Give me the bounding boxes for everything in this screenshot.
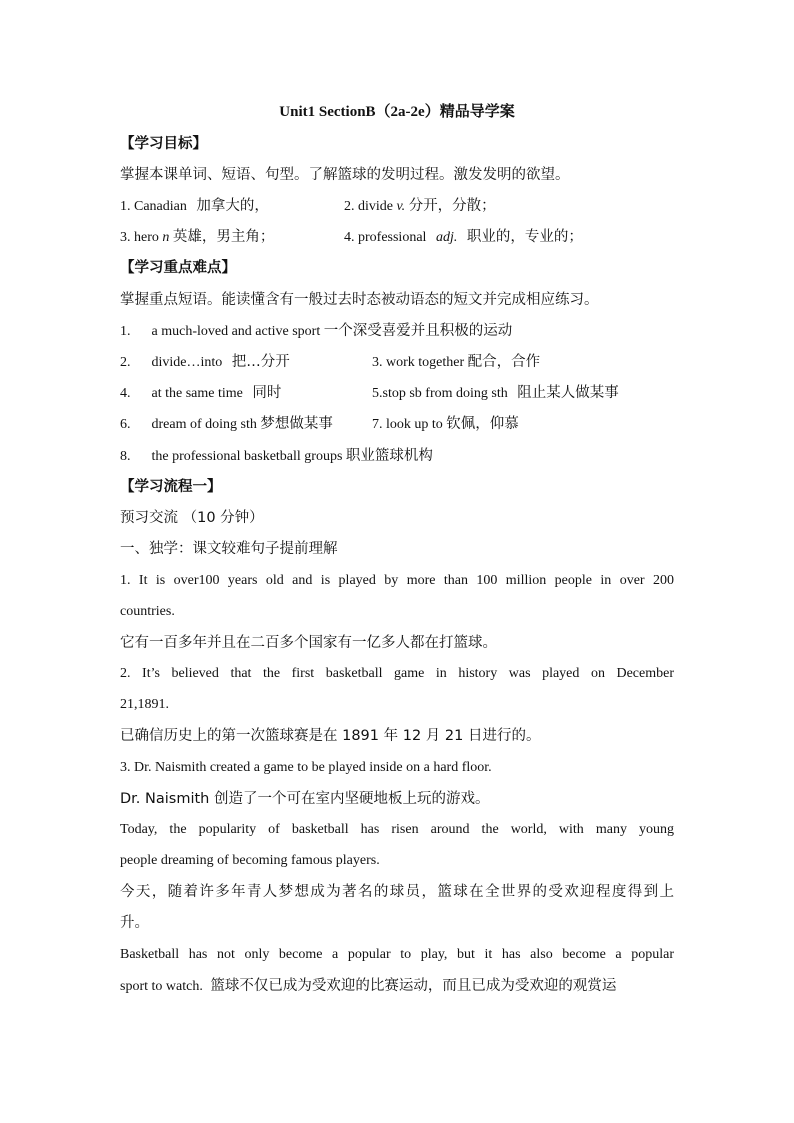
phrase-en: stop sb from doing sth xyxy=(382,386,508,401)
vocab-word: professional xyxy=(358,230,427,245)
sentence-2-en: 2. It’s believed that the first basketball game in history was played on December xyxy=(120,666,674,681)
sentence-5-en-cont: sport to watch. xyxy=(120,979,203,994)
phrase-zh: 钦佩，仰慕 xyxy=(446,416,519,432)
phrase-zh: 配合，合作 xyxy=(467,354,541,370)
sentence-4-zh-cont: 升。 xyxy=(120,915,149,931)
phrase-zh: 梦想做某事 xyxy=(260,416,333,432)
vocab-item-1 xyxy=(120,199,269,214)
phrase-en: the professional basketball groups xyxy=(151,449,343,464)
phrase-zh: 把…分开 xyxy=(231,354,290,370)
section-heading-goals: 【学习目标】 xyxy=(120,136,207,152)
vocab-word: hero xyxy=(134,230,159,245)
goals-text: 掌握本课单词、短语、句型。了解篮球的发明过程。激发发明的欲望。 xyxy=(120,167,570,183)
sentence-5-mixed xyxy=(120,976,674,997)
vocab-num: 3. xyxy=(120,230,131,245)
phrase-en: dream of doing sth xyxy=(151,417,257,432)
phrase-zh: 职业篮球机构 xyxy=(345,448,433,464)
vocab-row-1 xyxy=(120,196,674,217)
phrase-num: 4. xyxy=(120,386,131,401)
vocab-pos: n xyxy=(162,230,170,245)
vocab-item-4 xyxy=(344,227,583,248)
sentence-4-zh: 今天，随着许多年青人梦想成为著名的球员，篮球在全世界的受欢迎程度得到上 xyxy=(120,884,674,900)
sentence-1-en: 1. It is over100 years old and is played by more than 100 million people in over 200 xyxy=(120,573,674,588)
vocab-meaning: 职业的，专业的； xyxy=(466,229,583,245)
vocab-meaning: 分开，分散； xyxy=(408,198,496,214)
phrase-num: 1. xyxy=(120,324,131,339)
phrase-item-3 xyxy=(372,352,540,373)
phrase-en: a much-loved and active sport xyxy=(151,324,321,339)
sentence-1-en-cont: countries. xyxy=(120,604,175,619)
phrase-num: 2. xyxy=(120,355,131,370)
section-heading-key: 【学习重点难点】 xyxy=(120,260,236,276)
sentence-3-zh: Dr. Naismith 创造了一个可在室内坚硬地板上玩的游戏。 xyxy=(120,791,490,807)
phrase-en: work together xyxy=(386,355,465,370)
phrase-en: at the same time xyxy=(151,386,243,401)
vocab-num: 1. xyxy=(120,199,131,214)
section-heading-flow: 【学习流程一】 xyxy=(120,479,222,495)
vocab-pos: adj. xyxy=(435,230,458,245)
phrase-row-2 xyxy=(120,352,674,373)
self-study-label: 一、独学：课文较难句子提前理解 xyxy=(120,541,338,557)
phrase-row-3 xyxy=(120,383,674,404)
vocab-row-2 xyxy=(120,227,674,248)
phrase-num: 8. xyxy=(120,449,131,464)
phrase-num: 3. xyxy=(372,355,383,370)
vocab-word: Canadian xyxy=(134,199,187,214)
vocab-item-2 xyxy=(344,196,496,217)
vocab-meaning: 加拿大的， xyxy=(196,198,269,214)
phrase-row-5 xyxy=(120,446,674,467)
phrase-en: divide…into xyxy=(151,355,223,370)
phrase-en: look up to xyxy=(386,417,443,432)
preview-label: 预习交流 （10 分钟） xyxy=(120,510,264,526)
vocab-meaning: 英雄，男主角； xyxy=(172,229,275,245)
sentence-4-en-cont: people dreaming of becoming famous players. xyxy=(120,853,380,868)
phrase-item-5 xyxy=(372,383,619,404)
phrase-num: 6. xyxy=(120,417,131,432)
sentence-5-zh: 篮球不仅已成为受欢迎的比赛运动，而且已成为受欢迎的观赏运 xyxy=(210,978,617,994)
phrase-zh: 阻止某人做某事 xyxy=(517,385,619,401)
vocab-word: divide xyxy=(358,199,393,214)
phrase-item-7 xyxy=(372,414,519,435)
phrase-row-1 xyxy=(120,321,674,342)
page-title: Unit1 SectionB（2a-2e）精品导学案 xyxy=(279,104,515,120)
vocab-item-3 xyxy=(120,230,274,245)
vocab-pos: v. xyxy=(396,199,406,214)
sentence-2-zh: 已确信历史上的第一次篮球赛是在 1891 年 12 月 21 日进行的。 xyxy=(120,728,541,744)
vocab-num: 4. xyxy=(344,230,355,245)
phrase-zh: 一个深受喜爱并且积极的运动 xyxy=(323,323,513,339)
sentence-5-en: Basketball has not only become a popular to play, but it has also become a popular xyxy=(120,947,674,962)
key-text: 掌握重点短语。能读懂含有一般过去时态被动语态的短文并完成相应练习。 xyxy=(120,292,599,308)
phrase-num: 7. xyxy=(372,417,383,432)
sentence-2-en-cont: 21,1891. xyxy=(120,697,169,712)
vocab-num: 2. xyxy=(344,199,355,214)
phrase-num: 5. xyxy=(372,386,383,401)
phrase-row-4 xyxy=(120,414,674,435)
phrase-zh: 同时 xyxy=(252,385,282,401)
sentence-1-zh: 它有一百多年并且在二百多个国家有一亿多人都在打篮球。 xyxy=(120,635,497,651)
sentence-4-en: Today, the popularity of basketball has risen around the world, with many young xyxy=(120,822,674,837)
sentence-3-en: 3. Dr. Naismith created a game to be played inside on a hard floor. xyxy=(120,760,492,775)
